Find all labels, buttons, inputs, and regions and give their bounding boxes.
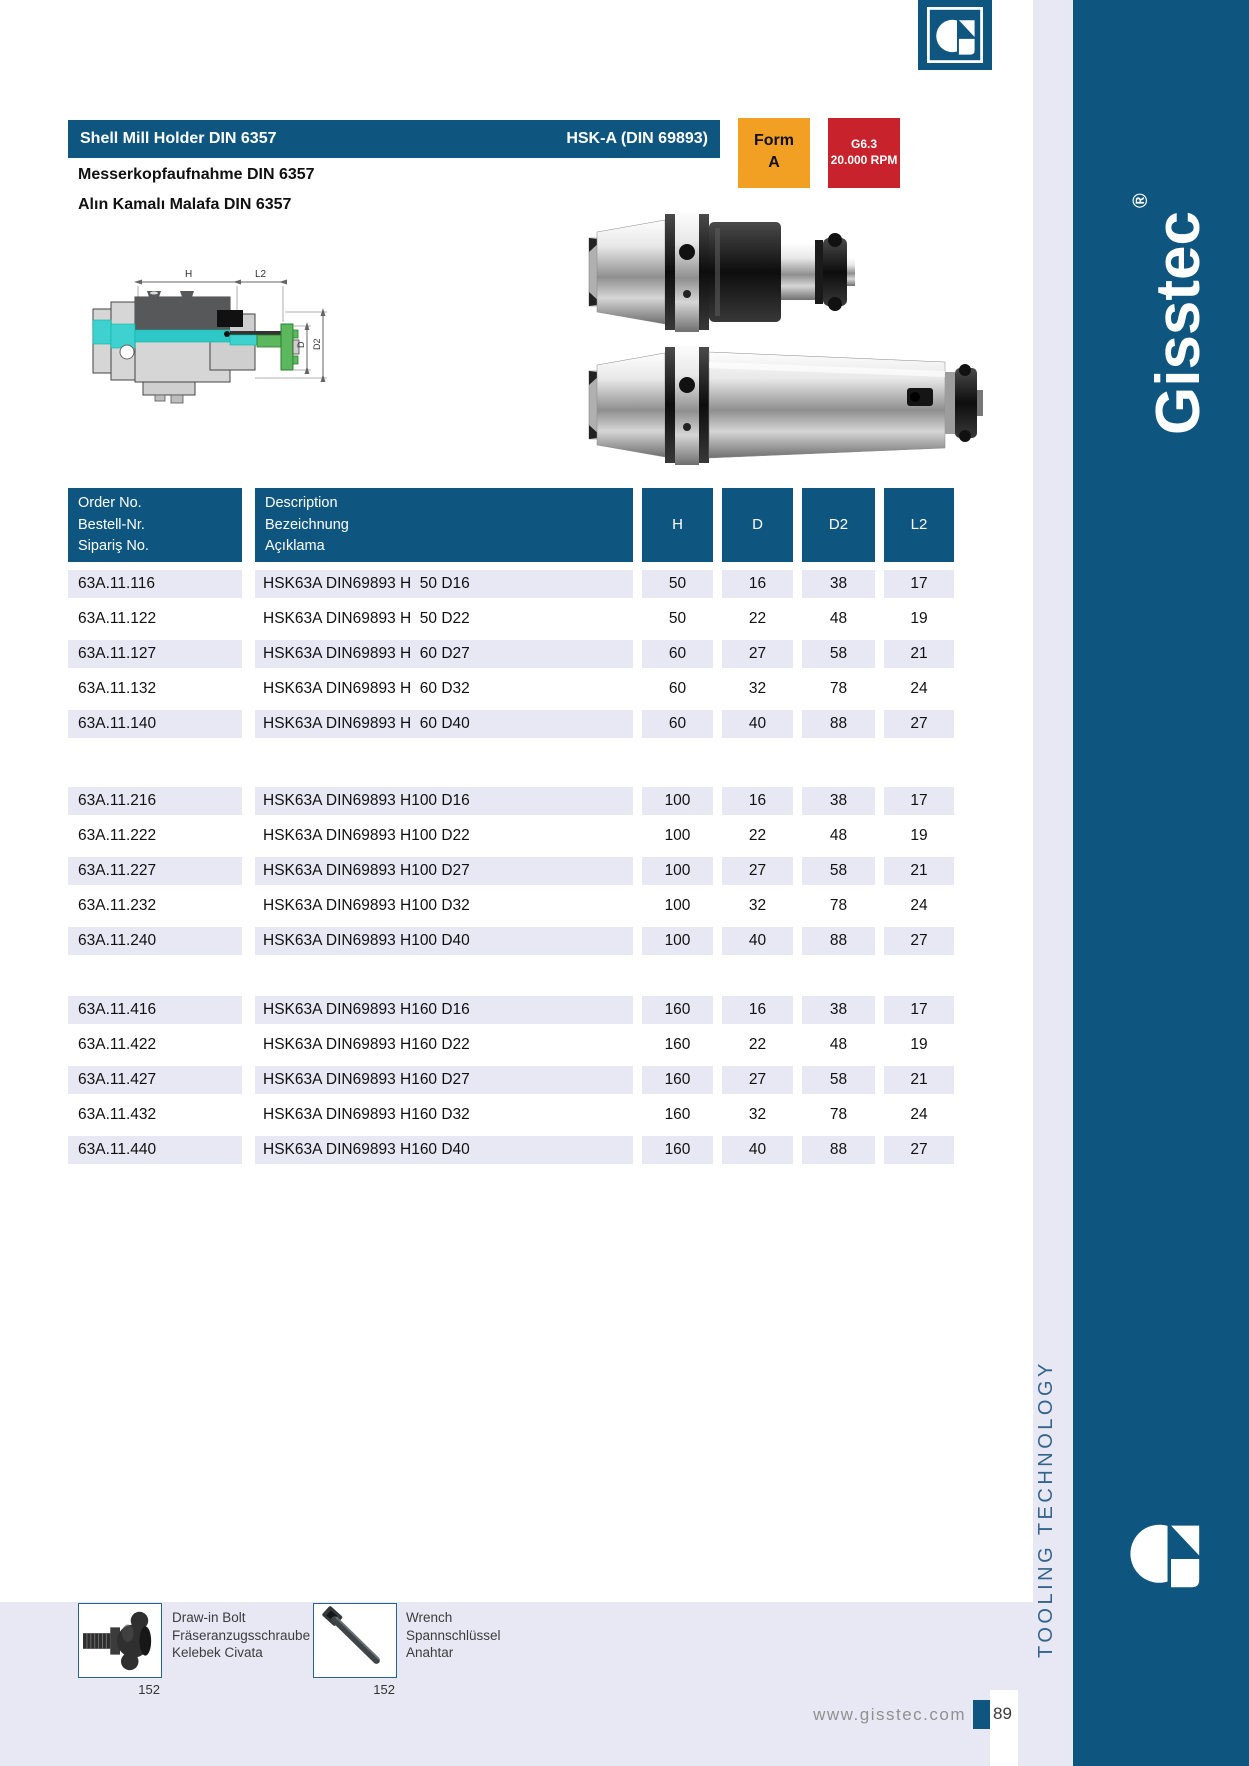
accessory-page-ref: 152 <box>373 1682 395 1697</box>
dim-l2-cell: 17 <box>884 570 954 598</box>
description-cell: HSK63A DIN69893 H 50 D16 <box>255 570 633 598</box>
dim-d-cell: 40 <box>722 710 793 738</box>
website-url: www.gisstec.com <box>813 1705 966 1724</box>
dim-label-d2: D2 <box>312 338 322 350</box>
dim-h-cell: 160 <box>664 1036 691 1053</box>
header-description-col <box>255 488 633 562</box>
balance-grade-badge <box>828 118 900 188</box>
dim-l2-cell: 24 <box>910 1106 928 1123</box>
dim-h-cell: 60 <box>668 680 687 697</box>
description-cell: HSK63A DIN69893 H160 D27 <box>255 1066 633 1094</box>
dim-h-cell: 60 <box>642 640 713 668</box>
dim-d2-cell: 48 <box>829 610 848 627</box>
header-dim-h: H <box>642 488 713 562</box>
dim-d-cell: 22 <box>748 1036 767 1053</box>
order-number-cell: 63A.11.227 <box>68 857 242 885</box>
table-header <box>68 488 954 562</box>
dim-d-cell: 32 <box>748 897 767 914</box>
dim-d2-cell: 88 <box>802 1136 875 1164</box>
header-order-tr: Sipariş No. <box>78 538 149 554</box>
description-cell: HSK63A DIN69893 H160 D16 <box>255 996 633 1024</box>
accessory-page-ref: 152 <box>138 1682 160 1697</box>
dim-l2-cell: 21 <box>884 1066 954 1094</box>
dim-l2-cell: 27 <box>884 1136 954 1164</box>
description-cell: HSK63A DIN69893 H100 D40 <box>255 927 633 955</box>
order-number-cell: 63A.11.132 <box>78 680 157 697</box>
description-cell: HSK63A DIN69893 H160 D32 <box>263 1106 470 1123</box>
order-number-cell: 63A.11.122 <box>78 610 157 627</box>
header-desc-en: Description <box>265 495 338 511</box>
dim-h-cell: 100 <box>642 857 713 885</box>
dim-l2-cell: 24 <box>910 680 928 697</box>
order-number-cell: 63A.11.222 <box>78 827 157 844</box>
dim-label-h: H <box>185 269 193 280</box>
dim-l2-cell: 21 <box>884 640 954 668</box>
product-photos <box>555 200 985 480</box>
dim-l2-cell: 21 <box>884 857 954 885</box>
header-dim-l2: L2 <box>884 488 954 562</box>
draw-in-bolt-icon <box>79 1604 161 1677</box>
order-number-cell: 63A.11.140 <box>68 710 242 738</box>
description-cell: HSK63A DIN69893 H 60 D32 <box>263 680 470 697</box>
header-desc-de: Bezeichnung <box>265 516 349 533</box>
holder-photo-short <box>589 212 855 332</box>
dim-l2-cell: 27 <box>884 927 954 955</box>
accessory-name-de: Fräseranzugsschraube <box>172 1627 311 1643</box>
accessory-name-tr: Anahtar <box>406 1645 454 1660</box>
table-row <box>68 1101 954 1129</box>
accessory-name-en: Draw-in Bolt <box>172 1610 246 1625</box>
dim-d-cell: 22 <box>748 610 767 627</box>
gisstec-logo-badge <box>918 0 992 70</box>
holder-photo-long <box>589 345 983 465</box>
description-cell: HSK63A DIN69893 H100 D22 <box>263 827 470 844</box>
dim-h-cell: 160 <box>642 1136 713 1164</box>
page-number-strip <box>990 1690 1018 1766</box>
table-row <box>68 640 954 668</box>
dim-d2-cell: 78 <box>829 897 848 914</box>
accessory-box-draw-in-bolt <box>78 1603 162 1678</box>
dim-l2-cell: 19 <box>910 1036 928 1053</box>
dim-d2-cell: 58 <box>802 857 875 885</box>
dim-d-cell: 27 <box>722 1066 793 1094</box>
title-bar <box>68 120 720 158</box>
table-row <box>68 570 954 598</box>
table-row <box>68 892 954 920</box>
table-row <box>68 675 954 703</box>
description-cell: HSK63A DIN69893 H100 D32 <box>263 897 470 914</box>
header-dim-d2: D2 <box>802 488 875 562</box>
dim-h-cell: 100 <box>642 787 713 815</box>
dim-h-cell: 100 <box>642 927 713 955</box>
order-number-cell: 63A.11.232 <box>78 897 157 914</box>
page-number-marker <box>973 1700 990 1729</box>
table-group-h50-60 <box>68 570 954 745</box>
dim-h-cell: 50 <box>668 610 687 627</box>
description-cell: HSK63A DIN69893 H 60 D40 <box>255 710 633 738</box>
brand-text: Gisstec <box>1144 210 1213 435</box>
order-number-cell: 63A.11.416 <box>68 996 242 1024</box>
description-cell: HSK63A DIN69893 H 60 D27 <box>255 640 633 668</box>
dim-d2-cell: 88 <box>802 927 875 955</box>
gisstec-logo-mark <box>1120 1508 1208 1596</box>
dim-h-cell: 100 <box>664 897 691 914</box>
order-number-cell: 63A.11.240 <box>68 927 242 955</box>
header-order-col <box>68 488 242 562</box>
table-row <box>68 1031 954 1059</box>
dim-h-cell: 160 <box>642 1066 713 1094</box>
dim-d2-cell: 78 <box>829 680 848 697</box>
dim-d2-cell: 58 <box>802 1066 875 1094</box>
dim-l2-cell: 19 <box>910 610 928 627</box>
table-group-h160 <box>68 996 954 1171</box>
dim-d-cell: 40 <box>722 1136 793 1164</box>
dim-d2-cell: 78 <box>829 1106 848 1123</box>
dim-d-cell: 27 <box>722 857 793 885</box>
dim-d2-cell: 38 <box>802 570 875 598</box>
header-desc-tr: Açıklama <box>265 538 325 554</box>
table-row <box>68 1136 954 1164</box>
accessory-name-de: Spannschlüssel <box>406 1627 501 1643</box>
description-cell: HSK63A DIN69893 H100 D27 <box>255 857 633 885</box>
dim-label-d: D <box>296 341 306 348</box>
description-cell: HSK63A DIN69893 H160 D22 <box>263 1036 470 1053</box>
accessory-name-en: Wrench <box>406 1610 453 1625</box>
table-row <box>68 822 954 850</box>
accessory-label-draw-in-bolt <box>172 1609 310 1662</box>
table-row <box>68 1066 954 1094</box>
dim-l2-cell: 24 <box>910 897 928 914</box>
dim-d-cell: 32 <box>748 1106 767 1123</box>
order-number-cell: 63A.11.427 <box>68 1066 242 1094</box>
table-row <box>68 605 954 633</box>
table-row <box>68 857 954 885</box>
order-number-cell: 63A.11.116 <box>68 570 242 598</box>
description-cell: HSK63A DIN69893 H 50 D22 <box>263 610 470 627</box>
dim-label-l2: L2 <box>255 269 267 280</box>
table-row <box>68 787 954 815</box>
dim-l2-cell: 17 <box>884 787 954 815</box>
dim-d-cell: 16 <box>722 787 793 815</box>
rpm-line: 20.000 RPM <box>830 153 898 167</box>
table-row <box>68 996 954 1024</box>
dim-h-cell: 160 <box>664 1106 691 1123</box>
dim-d-cell: 27 <box>722 640 793 668</box>
dim-h-cell: 100 <box>664 827 691 844</box>
dim-l2-cell: 19 <box>910 827 928 844</box>
taper-type-label: HSK-A (DIN 69893) <box>566 130 708 147</box>
dim-l2-cell: 17 <box>884 996 954 1024</box>
wrench-icon <box>314 1604 396 1677</box>
header-order-de: Bestell-Nr. <box>78 516 145 533</box>
dim-h-cell: 60 <box>642 710 713 738</box>
order-number-cell: 63A.11.422 <box>78 1036 157 1053</box>
dim-d-cell: 16 <box>722 570 793 598</box>
subtitle-german: Messerkopfaufnahme DIN 6357 <box>78 166 315 183</box>
dim-h-cell: 160 <box>642 996 713 1024</box>
dim-d2-cell: 38 <box>802 787 875 815</box>
dim-d2-cell: 48 <box>829 827 848 844</box>
technical-drawing <box>85 252 335 407</box>
dim-d-cell: 16 <box>722 996 793 1024</box>
brand-vertical <box>1130 105 1213 435</box>
form-badge-line2: A <box>768 154 780 171</box>
page-title: Shell Mill Holder DIN 6357 <box>80 130 277 147</box>
grade-line: G6.3 <box>850 137 877 151</box>
form-badge <box>738 118 810 188</box>
table-row <box>68 927 954 955</box>
dim-d-cell: 40 <box>722 927 793 955</box>
table-group-h100 <box>68 787 954 962</box>
order-number-cell: 63A.11.216 <box>68 787 242 815</box>
subtitle-turkish: Alın Kamalı Malafa DIN 6357 <box>78 196 292 213</box>
order-number-cell: 63A.11.432 <box>78 1106 157 1123</box>
dim-d-cell: 32 <box>748 680 767 697</box>
dim-l2-cell: 27 <box>884 710 954 738</box>
dim-d2-cell: 58 <box>802 640 875 668</box>
dim-h-cell: 50 <box>642 570 713 598</box>
tagline-vertical: TOOLING TECHNOLOGY <box>1035 1360 1057 1658</box>
order-number-cell: 63A.11.127 <box>68 640 242 668</box>
description-cell: HSK63A DIN69893 H100 D16 <box>255 787 633 815</box>
table-row <box>68 710 954 738</box>
header-order-en: Order No. <box>78 495 142 511</box>
registered-mark: ® <box>1130 193 1153 208</box>
description-cell: HSK63A DIN69893 H160 D40 <box>255 1136 633 1164</box>
accessory-label-wrench <box>406 1609 501 1662</box>
accessory-box-wrench <box>313 1603 397 1678</box>
dim-d2-cell: 38 <box>802 996 875 1024</box>
dim-d2-cell: 88 <box>802 710 875 738</box>
form-badge-line1: Form <box>754 132 794 149</box>
page-number: 89 <box>993 1704 1012 1723</box>
dim-d-cell: 22 <box>748 827 767 844</box>
order-number-cell: 63A.11.440 <box>68 1136 242 1164</box>
dim-d2-cell: 48 <box>829 1036 848 1053</box>
header-dim-d: D <box>722 488 793 562</box>
accessory-name-tr: Kelebek Civata <box>172 1645 263 1660</box>
